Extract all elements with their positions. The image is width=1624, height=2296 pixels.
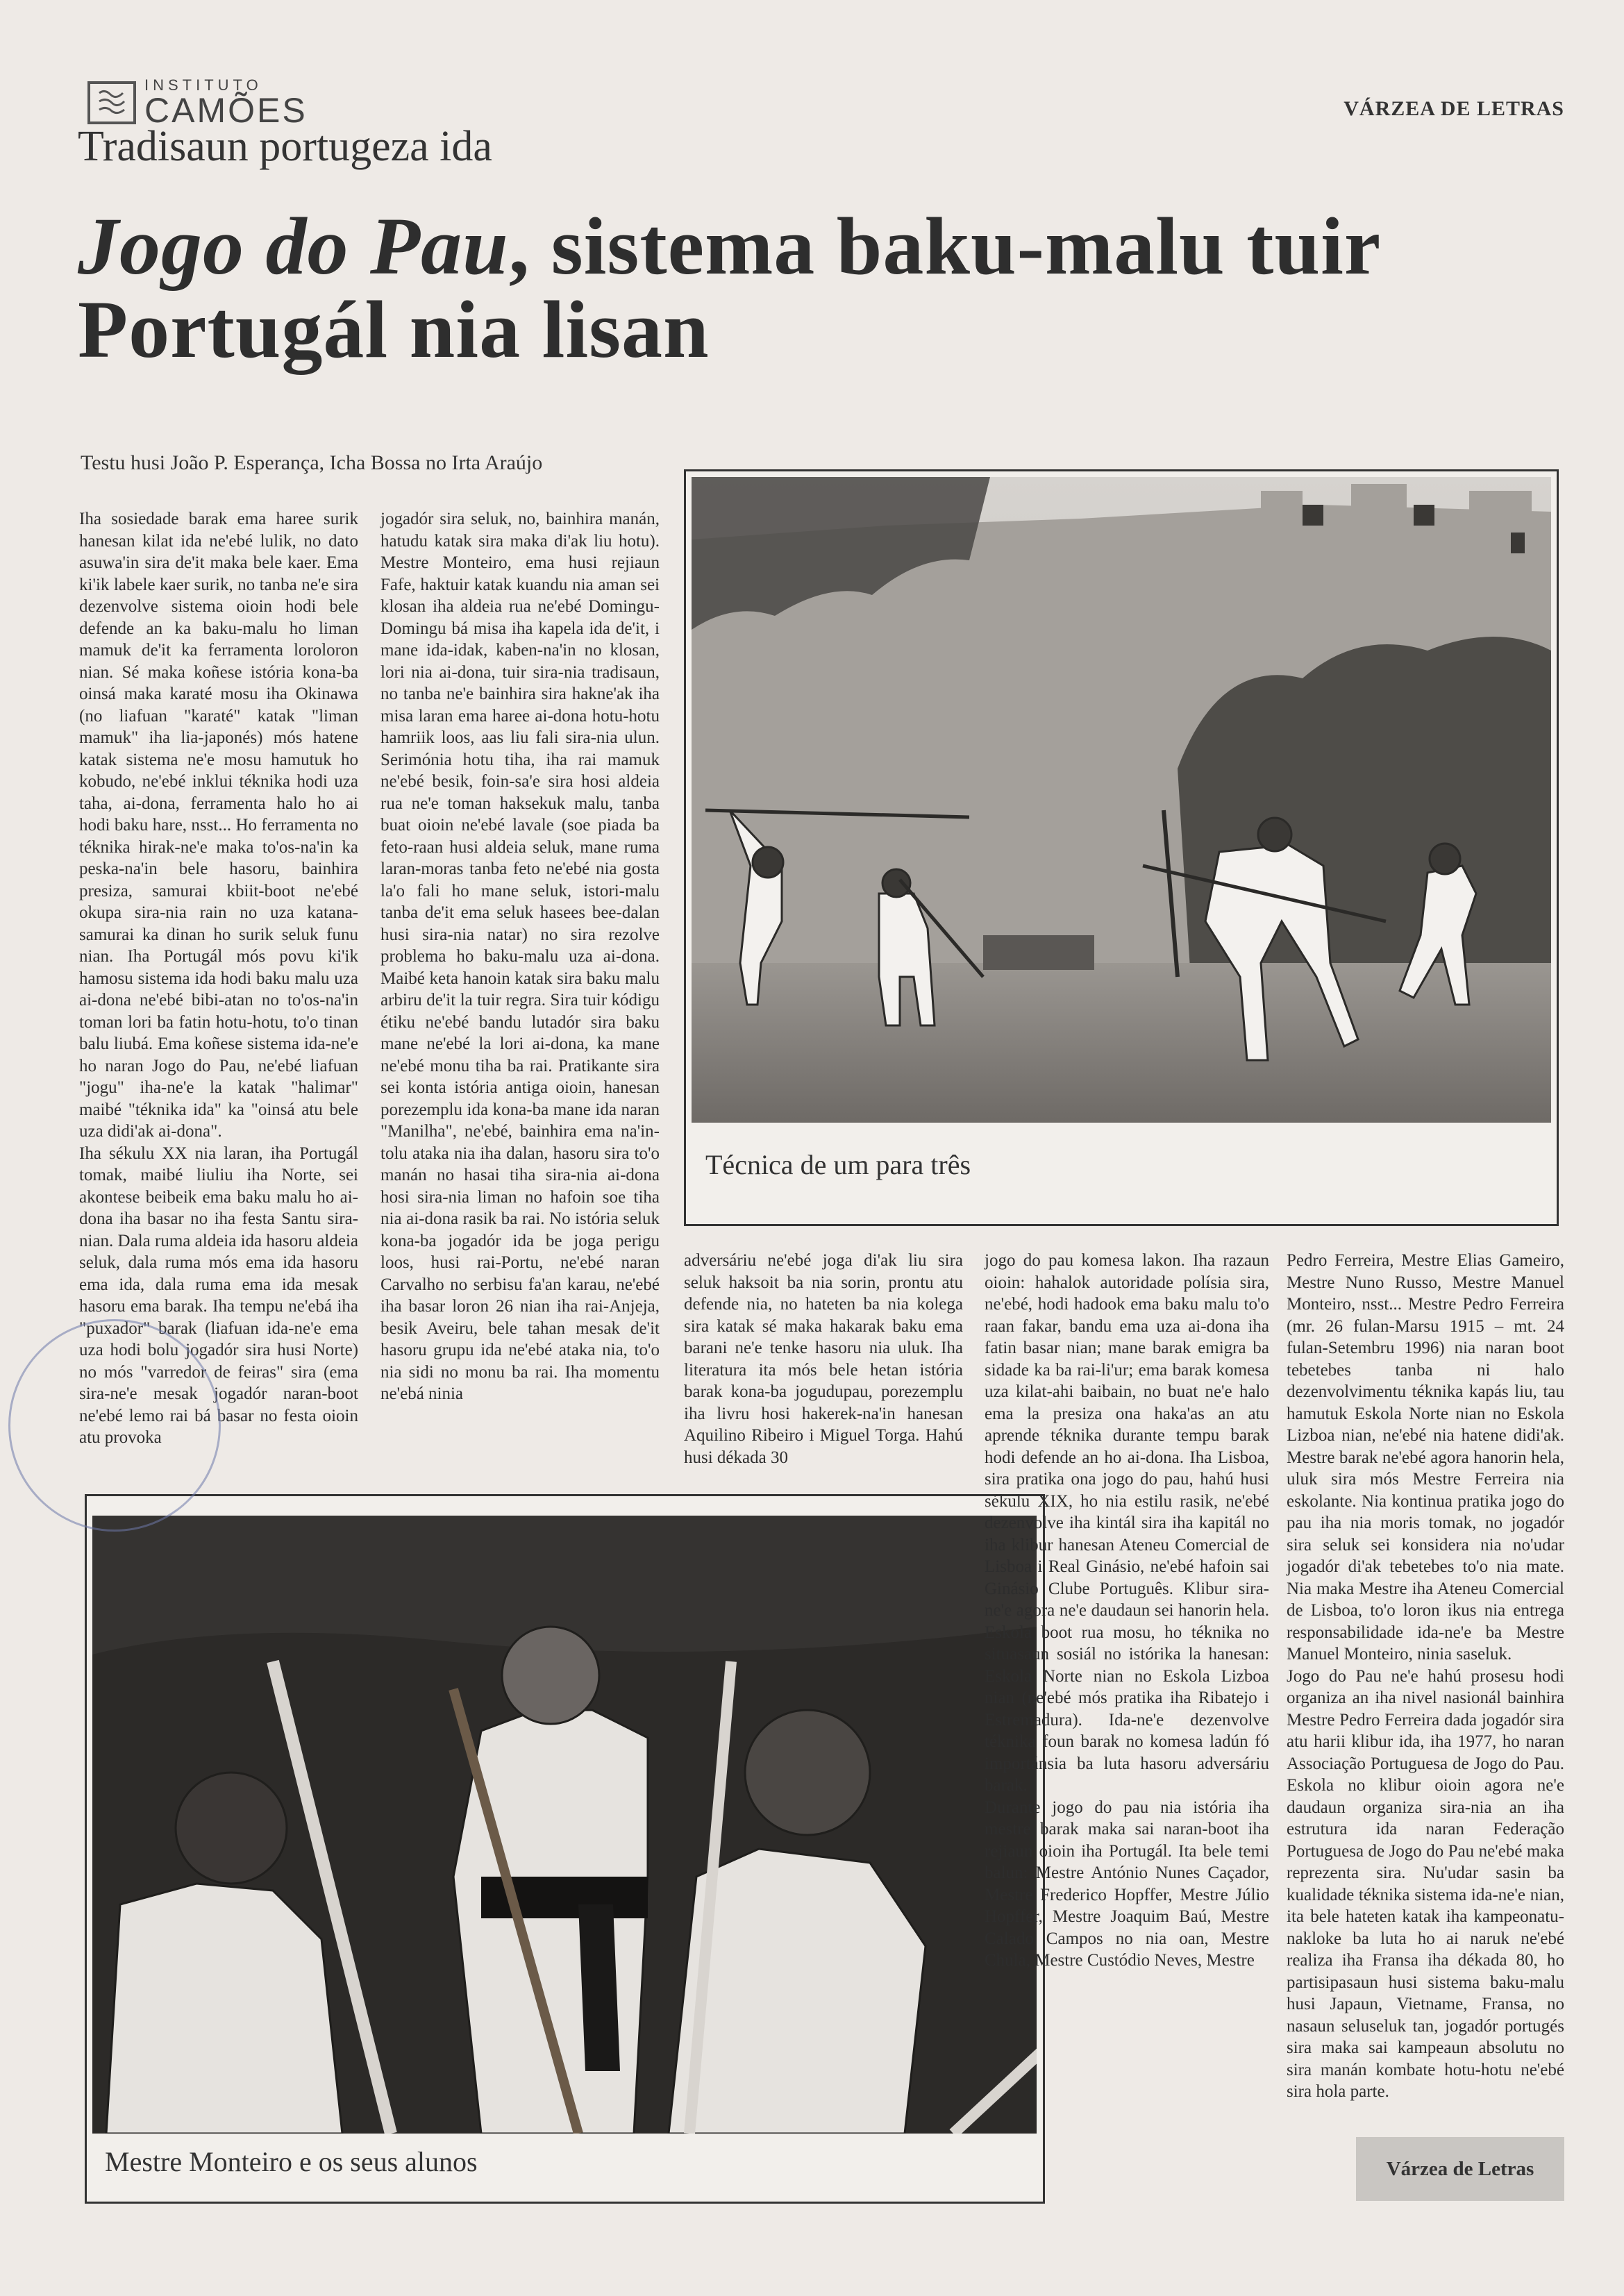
article-column-5	[1287, 1250, 1564, 2103]
article-column-2	[380, 508, 660, 1405]
article-column-4	[985, 1250, 1269, 1972]
camoes-emblem-icon	[87, 81, 136, 124]
footer-section-label: Várzea de Letras	[1356, 2137, 1564, 2201]
bottom-photo-frame	[85, 1494, 1045, 2204]
top-photo	[692, 477, 1551, 1123]
column-5-paragraph-1: Pedro Ferreira, Mestre Elias Gameiro, Mestre Nuno Russo, Mestre Manuel Monteiro, nsst... Mestre Pedro Ferreira (mr. 26 fulan-Marsu 1915 – mt. 24 fulan-Setembru 1996) nia naran boot tebetebes tanba ni halo dezenvolvimentu téknika kapás liu, tau hamutuk Eskola Norte nian no Eskola Lizboa nian, ne'ebé nia hatene didi'ak. Mestre barak ne'ebé agora hanorin hela, uluk sira mós Mestre Ferreira nia eskolante. Nia kontinua pratika jogo do pau iha nia moris tomak, no jogadór sira seluk sei konsidera nia no'udar jogadór di'ak tebetebes to'o nia mate. Nia maka Mestre iha Ateneu Comercial de Lisboa, to'o loron ikus nia entrega responsabilidade ida-ne'e ba Mestre Manuel Monteiro, ninia saseluk.	[1287, 1251, 1564, 1664]
article-headline	[78, 201, 1564, 375]
top-photo-caption: Técnica de um para três	[705, 1149, 971, 1180]
column-1-paragraph-2: Iha sékulu XX nia laran, iha Portugál tomak, maibé liuliu iha Norte, sei akontese beibeik ema baku malu ho ai-dona iha basar no iha festa Santu sira-nian. Dala ruma aldeia ida hasoru aldeia seluk, dala ruma mós ema ida hasoru ema ida, dala ruma ema ida mesak hasoru ema barak. Iha tempu ne'ebá iha "puxador" barak (liafuan ida-ne'e ema uza hodi bolu jogadór sira husi Norte) no mós "varredor de feiras" sira (ema sira-ne'e mesak jogadór naran-boot ne'ebé lemo rai bá basar no festa oioin atu provoka	[79, 1143, 358, 1447]
article-column-1	[79, 508, 358, 1449]
library-stamp-icon	[8, 1319, 221, 1532]
bottom-photo	[92, 1516, 1037, 2134]
top-photo-frame	[684, 469, 1559, 1226]
stick-fighting-photo-image	[692, 477, 1551, 1123]
master-and-students-photo-image	[92, 1516, 1037, 2134]
article-column-3	[684, 1250, 963, 1468]
headline-rest: , sistema baku-malu tuir Portugál nia lisan	[78, 201, 1380, 375]
instituto-camoes-logo	[87, 78, 310, 128]
article-kicker: Tradisaun portugeza ida	[78, 123, 492, 170]
logo-top-text: INSTITUTO	[144, 76, 262, 94]
column-5-paragraph-2: Jogo do Pau ne'e hahú prosesu hodi organiza an iha nivel nasionál bainhira Mestre Pedro Ferreira dada jogadór sira atu harii klibur ida, iha 1977, ho naran Associação Portuguesa de Jogo do Pau. Eskola no klibur oioin agora ne'e daudaun organiza sira-nia an iha estrutura ida naran Federação Portuguesa de Jogo do Pau ne'ebé maka reprezenta sira. Nu'udar sasin ba kualidade téknika sistema ida-ne'e nian, ita bele hateten katak iha kampeonatu-nakloke ba luta ho ai naruk ne'ebé realiza iha Fransa iha dékada 80, ho partisipasaun husi sistema baku-malu husi Japaun, Vietname, Fransa, no nasaun seluseluk tan, jogadór portugés sira maka sai kampeaun absolutu no sira manán kombate hotu-hotu ne'ebé sira hola parte.	[1287, 1666, 1564, 2101]
logo-main-text: CAMÕES	[144, 91, 308, 130]
column-2-paragraph: jogadór sira seluk, no, bainhira manán, hatudu katak sira maka di'ak liu hotu). Mestre Monteiro, ema husi rejiaun Fafe, haktuir katak kuandu nia aman sei klosan iha aldeia rua ne'ebé Domingu-Domingu bá misa iha kapela ida de'it, i mane ida-idak, kaben-na'in no klosan, lori nia ai-dona, tuir sira-nia tradisaun, no tanba ne'e bainhira sira hakne'ak iha misa laran ema haree ai-dona hotu-hotu hamriik loos, aas liu fali sira-nia ulun. Serimónia hotu tiha, iha rai mamuk ne'ebé besik, foin-sa'e sira hosi aldeia rua ne'e toman haksekuk malu, tanba buat oioin ne'ebé lavale (soe piada ba feto-raan husi aldeia seluk, mane ruma laran-moras tanba feto ne'ebé nia gosta la'o fali ho mane seluk, istori-malu tanba de'it ema seluk hasees bee-dalan husi sira-nia natar) no sira rezolve problema ho baku-malu uza ai-dona. Maibé keta hanoin katak sira baku malu arbiru de'it la tuir regra. Sira tuir kódigu étiku ne'ebé bandu lutadór sira baku mane ne'ebé la lori ai-dona, ka mane ne'ebé monu tiha ba rai. Pratikante sira sei konta istória antiga oioin, hanesan porezemplu ida kona-ba mane ida naran "Manilha", ne'ebé, bainhira ema na'in-tolu ataka nia iha dalan, hasoru sira to'o manán no hasai tiha sira-nia ai-dona hosi sira-nia liman no hafoin soe tiha nia ai-dona rasik ba rai. No istória seluk kona-ba jogadór ida be joga perigu loos, husi rai-Portu, ne'ebé naran Carvalho no serbisu fa'an karau, ne'ebé iha basar loron 26 nian iha rai-Anjeja, besik Aveiru, bele tahan mesak de'it hasoru grupu ida ne'ebé ataka nia, to'o nia sidi no monu ba rai. Iha momentu ne'ebá ninia	[380, 510, 660, 1403]
bottom-photo-caption: Mestre Monteiro e os seus alunos	[105, 2146, 478, 2177]
column-4-paragraph-1: jogo do pau komesa lakon. Iha razaun oioin: hahalok autoridade polísia sira, ne'ebé, hodi hadook ema baku malu to'o raan fakar, bandu ema uza ai-dona iha fatin basar nian; mane barak emigra ba sidade ka ba rai-li'ur; ema barak komesa uza kilat-ahi baibain, no buat ne'e halo ema la presiza ona haka'as an atu aprende téknika durante tempu barak hodi defende an ho ai-dona. Iha Lisboa, sira pratika ona jogo do pau, hahú husi sékulu XIX, ho nia estilu rasik, ne'ebé dezenvolve iha kintál sira iha kapitál no iha klibur hanesan Ateneu Comercial de Lisboa i Real Ginásio, ne'ebé hafoin sai Ginásio Clube Português. Klibur sira-ne'e agora ne'e daudaun sei hanorin hela. Eskola boot rua mosu, ho téknika no situasaun sosiál no istórika la hanesan: Eskola Norte nian no Eskola Lizboa nian (ne'ebé mós pratika iha Ribatejo i Estremadura). Ida-ne'e dezenvolve téknika foun barak no komesa ladún fó importánsia ba luta hasoru adversáriu barak.	[985, 1251, 1269, 1795]
section-label: VÁRZEA DE LETRAS	[1343, 97, 1564, 120]
article-byline: Testu husi João P. Esperança, Icha Bossa no Irta Araújo	[81, 451, 543, 474]
column-4-paragraph-2: Durante jogo do pau nia istória iha mestre barak maka sai naran-boot iha rejiaun oioin iha Portugál. Ita bele temi balun: Mestre António Nunes Caçador, Mestre Frederico Hopffer, Mestre Júlio Hopffer, Mestre Joaquim Baú, Mestre Calado Campos no nia oan, Mestre Chula, Mestre Custódio Neves, Mestre	[985, 1798, 1269, 1970]
column-1-paragraph-1: Iha sosiedade barak ema haree surik hanesan kilat ida ne'ebé lulik, no dato asuwa'in sira de'it maka bele kaer. Ema ki'ik labele kaer surik, no tanba ne'e sira dezenvolve sistema oioin hodi bele defende an ka baku-malu ho liman mamuk de'it ka ferramenta loroloron nian. Sé maka koñese istória kona-ba oinsá maka karaté mosu iha Okinawa (no liafuan "karaté" katak "liman mamuk" iha lia-japonés) mós hatene katak sistema ne'e mosu hamutuk ho kobudo, ne'ebé inklui téknika hodi uza taha, ai-dona, ferramenta halo ho ai hodi baku hare, nsst... Ho ferramenta no téknika hirak-ne'e maka to'os-na'in ka peska-na'in bele hasoru, bainhira presiza, samurai kbiit-boot ne'ebé okupa sira-nia rain no uza katana-samurai ka dinan ho surik seluk funu nian. Iha Portugál mós povu ki'ik hamosu sistema ida hodi baku malu uza ai-dona ne'ebé bibi-atan no to'os-na'in toman lori ba fatin hotu-hotu, to'o tinan balu liubá. Ema koñese sistema ida-ne'e ho naran Jogo do Pau, ne'ebé liafuan "jogu" iha-ne'e la katak "halimar" maibé "téknika ida" ka "oinsá atu bele uza didi'ak ai-dona".	[79, 510, 358, 1141]
column-3-paragraph: adversáriu ne'ebé joga di'ak liu sira seluk haksoit ba nia sorin, prontu atu defende nia, no hateten ba nia kolega sira katak sé maka hakarak baku ema barani ne'e tenke hasoru nia uluk. Iha literatura ita mós bele hetan istória barak kona-ba jogudupau, porezemplu iha livru hosi hakerek-na'in hanesan Aquilino Ribeiro i Miguel Torga. Hahú husi dékada 30	[684, 1251, 963, 1467]
headline-italic: Jogo do Pau	[78, 201, 509, 292]
